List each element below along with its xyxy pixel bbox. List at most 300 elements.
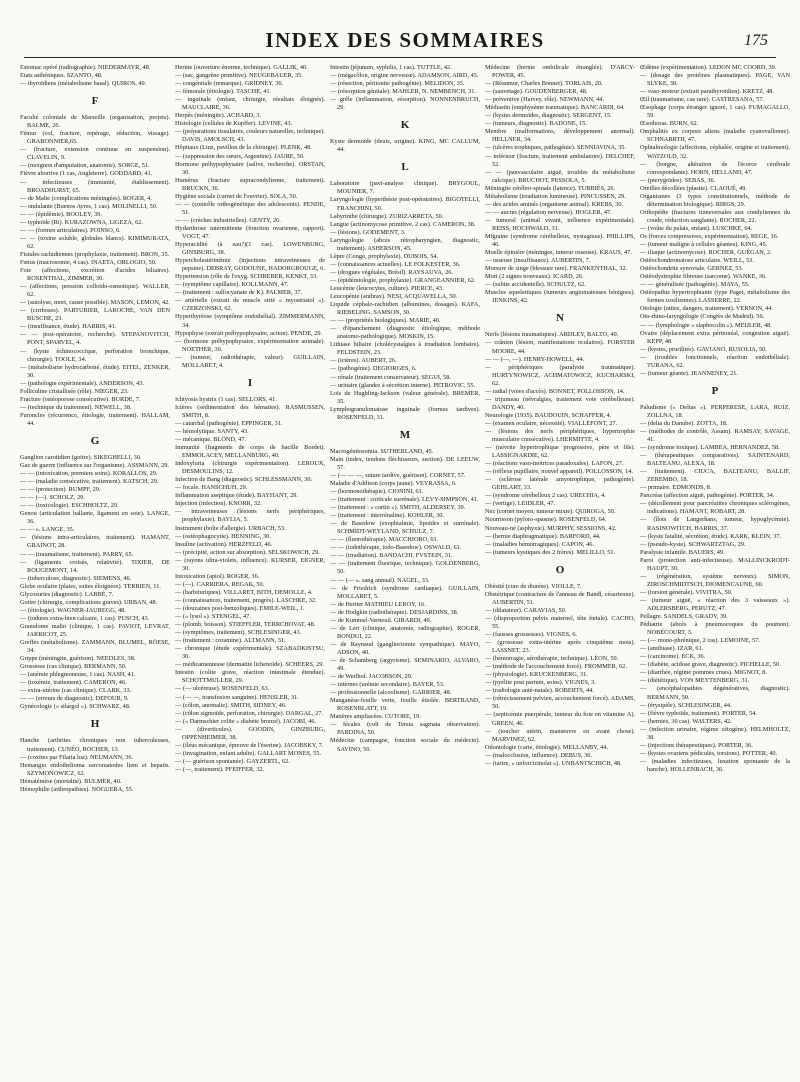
index-entry: — (fièvre typhoïde, traitement). PORTER, 54. [640,709,757,717]
index-entry: Manganèse-feuille verte, feuille étiolée. BERTRAND, ROSENBLATT, 19. [330,697,480,713]
index-entry: — (réflexe pupillaire, nouvel appareil). POLLOSSON, 14. [485,468,633,476]
index-entry: Intestin (colite grave, réaction intestinale étendue). SCHOTTMULLER, 29. [175,669,325,685]
index-entry: — (symptômes, traitement). SCHLESINGER, 43. [175,629,302,637]
index-entry: Œdème (expérimentation). LEDON MC COORD, 39. [640,64,777,71]
index-entry: Nerfs (lésions traumatiques). ARDLEY, BALTO, 49. [485,331,619,339]
index-entry: — (lésions intra-articulaires, traitement). HAMANT, GRAINOT, 28. [20,534,170,550]
index-entry: — (maladies hémorragiques). CAPON, 46. [485,540,594,548]
index-entry: — (iléus mécanique, épreuve de l'éserine). JACOBSKY, 7. [175,741,324,749]
index-entry: — (kystes ovariens pédiculés, torsions). POTTER, 40. [640,749,778,757]
index-entry: — (érysipèle). SCHLESINGER, 44. [640,701,732,709]
index-entry: Organismes (3 types constitutionnels, méthode de détermination biologique). RIRGS, 29. [640,192,790,208]
index-entry: Humérus (fracture supracondylienne, traitement). BRUCKN, 36. [175,176,325,192]
index-entry: Lithiase biliaire (cholécystalgies à irradiation lombaire). FELDSTEIN, 23. [330,341,480,357]
index-entry: Moelle épinière (méninges, tumeur osseuse). KRAUS, 47. [485,249,632,257]
index-entry: Médecine (hernie ombilicale étranglée). D'ARCY-POWER, 45. [485,64,635,80]
index-entry: — tumoral (animal vivant, influence expérimentale). REISS, HOCHWALD, 31. [485,216,635,232]
index-entry: — (plomb, boisson). STIEFFLER, TERRCHOVAT, 48. [175,621,316,629]
index-entry: — (toxémie, traitement). CAMERON, 46. [20,679,127,687]
index-entry: — (métabolisme hydrocarboné, étude). EITEL, ZENKER, 30. [20,363,170,379]
index-entry: — urinaire (glandes à sécrétion interne). PETROVIC, 55. [330,381,476,389]
section-letter: N [556,312,564,325]
index-entry: — (pyélite post partum, soins). VIGNES, 3. [485,679,596,687]
index-entry: — (—, traitement). PFEIFFER, 32. [175,765,265,773]
index-entry: — thyroïdiens (métabolisme basal). QUIROS, 49. [20,80,147,88]
index-entry: — — (maladie consécutive, traitement). KATSCH, 29. [20,478,159,486]
index-entry: — (sauvetage). GOUDENBERGER, 48. [485,88,588,96]
index-entry: — (— ulcéreuse). ROSENFELD, 63. [175,685,270,693]
index-entry: Liquide céphalo-rachidien (albumines, dosages). KAFA, RIEBELING, SAMSON, 30. [330,301,480,317]
index-entry: Hôpitaux (Linz, pavillon de la chirurgie). PLENK, 48. [175,144,312,152]
index-entry: — — (propriétés biologiques). MARIE, 40. [330,317,441,325]
index-entry: Hémophilie (arthropathies). NOGUERA, 55. [20,785,134,793]
index-entry: — (troubles fonctionnels, réaction endothéliale). TURANA, 62. [640,353,790,369]
index-entry: Ichtyosis hystrix (1 cas). SELLORS, 41. [175,395,277,403]
index-entry: — mécanique. BLOND, 47. [175,436,246,444]
index-entry: Insuline (activation). HERZFELD, 46. [175,540,273,548]
index-entry: — trijumeau (névralgies, traitement voie cérébelleuse). DANDY, 40. [485,395,635,411]
index-entry: — artérielle (extrait de muscle strié « myostriatol »). CZERZONSKI, 62. [175,297,325,313]
index-entry: Oreilles décollées (plastie). CLAOUÉ, 49. [640,184,747,192]
index-entry: — (traitement : « cortin »). SMITH, ALDERSEY, 39. [330,504,466,512]
index-entry: — (autolyse, mort, cause possible). MASON, LEMON, 42. [20,299,170,307]
index-entry: — (ligaments croisés, relativité). TIXIER, DE ROUGEMONT, 14. [20,558,170,574]
index-entry: — — (fluorothérapie). MACCHIORO, 61. [330,536,439,544]
section-letter: H [90,718,100,731]
index-entry: — (kystes, prurilités). GAVIANO, RUSOLIA, 50. [640,345,767,353]
index-entry: — (technique du traitement). NEWELL, 38. [20,403,132,411]
index-entry: — (coxites par Filaria loa). NEUMANN, 36. [20,753,134,761]
index-entry: — (— mono-phrénique, 2 cas). LEMOINE, 57. [640,637,760,645]
index-entry: — de Schamberg (argyrisme). SEMINARIO, ALVARO, 49. [330,657,480,673]
index-entry: — (traitement : sulfocyanate de K). PALMER, 37. [175,289,303,297]
index-entry: — infectieuses (immunité, établissement). BROADHURST, 65. [20,178,170,194]
index-entry: — (ostéophagocytie). HENNING, 30. [175,532,271,540]
header-rule [24,57,776,58]
index-entry: — (carcinome). ECK, 36. [640,653,706,661]
index-entry: Grippe (méningite, guérison). NEEDLES, 38. [20,655,136,663]
index-entry: — — (crèches industrielles). GENTY, 26. [175,216,281,224]
index-entry: — — (toxicologie). ESCHHOLTZ, 29. [20,502,119,510]
index-entry: — (pseudo-kyste). SCHWARTZTAG, 29. [640,540,746,548]
index-entry: — (tumeur géante). JEANNENEY, 21. [640,369,738,377]
index-entry: — (tumeur, radiothérapie, valeur). GUILLAIN, MOLLARET, 4. [175,353,325,369]
section-letter: L [401,161,409,174]
index-entry: Nez (cornet moyen, tumeur mixte). QUIROGA, 50. [485,508,616,516]
index-entry: Intoxication (apiol). ROGER, 36. [175,572,260,580]
index-entry: — (hormonothérapie). CIONINI, 61. [330,488,424,496]
index-entry: — (suppression des sœurs, Argentine). JAURE, 50. [175,152,305,160]
index-entry: — congénitale (remarque). GRIDNEY, 36. [175,80,284,88]
page-number: 175 [744,32,768,49]
index-entry: — — (—). SCHOLZ, 29. [20,494,85,502]
index-entry: — grêle (inflammation, résorption). NONNENBRUCH, 29. [330,96,480,112]
index-entry: Paralysie infantile. BAUERS, 49. [640,548,725,556]
index-entry: — iliaque (actinomycose). ROCHER, GUÉGAN, 2. [640,249,772,257]
index-entry: — internes (urémie secondaire). BAYER, 53. [330,681,445,689]
index-entry: Fœtus (macrosomie, 4 cas). INAETA, ORLOGIO, 50. [20,258,157,266]
index-column [485,64,635,1074]
index-columns [20,64,790,1074]
index-entry: — professionnelle (alcoolisme). GARRIER, 48. [330,689,452,697]
index-entry: Genou (articulation ballante, ligament en soie). LANGE, 36. [20,510,170,526]
index-entry: — (disproportion pelvis maternel, tête fœtale). CACHO, 55. [485,614,635,630]
index-entry: Hernie (ouverture énorme, technique). GALLIK, 40. [175,64,308,71]
index-entry: — (hémorragie, sérothérapie, technique). LÉON, 50. [485,655,619,663]
index-entry: — (pathogénie). DEGIORGES, 6. [330,365,417,373]
index-entry: Fémur (col, fracture, repérage, réduction, vissage). GRABONNIER,65. [20,130,170,146]
index-entry: Loïs de Hughling-Jackson (valeur générale). BREMER, 35. [330,389,480,405]
index-entry: Pellagre. SANDELS, GRADY, 39. [640,613,728,621]
index-entry: — (septicémie puerpérale, tumeur du foie en vitamine A). GREEN, 46. [485,711,635,727]
index-entry: — (voûte du palais, enfant). LUSCHKE, 64. [640,224,753,232]
index-entry: — (traitement : coramine). ALTMANN, 31. [175,637,286,645]
index-column [20,64,170,1074]
index-entry: Médiastin (emphysème traumatique). BANCARDI, 64. [485,104,625,112]
index-entry: — (sclérose latérale amyotrophique, pathogénie). GEHLART, 33. [485,476,635,492]
index-entry: Greffes (métabolisme). ZAMMANN, BLUMEL, RÖESE, 34. [20,639,170,655]
index-entry: — ondulante (Buenos Ayres, 1 cas). MOLINELLI, 50. [20,202,158,210]
section-letter: O [555,563,565,576]
index-entry: — (amibiase). IZAR, 61. [640,645,704,653]
index-entry: — de Léri (clinique, anatomie, radiographie). ROGER, BONDUI, 22. [330,624,480,640]
index-entry: — (— guérison spontanée). GAYZERTL, 62. [175,757,290,765]
index-entry: — crânien (lésion, manifestations oculaires). FORSTER MOORE, 44. [485,339,635,355]
index-entry: Nouveau-né (asphyxie). MURPHY, SESSIONS, 42. [485,524,617,532]
index-entry: — de Friedrich (syndrome cardiaque). GUILLAIN, MOLLARET, 5. [330,584,480,600]
index-entry: Membre (malformations, développement anormal). HELLNER, 34. [485,128,635,144]
index-entry: — (épidémiologie, prophylaxie). GRANGEANNIER, 62. [330,276,476,284]
index-entry: — (diététique). VON MEYTENBERG, 31. [640,677,750,685]
index-entry: Paludisme (« Deltas »). PERPERESE, LARA, RUIZ, ZOLLNA, 18. [640,403,790,419]
index-entry: — (infection urinaire, régime cétogène). HELMHOLTZ, 38. [640,725,790,741]
index-entry: — inférieur (fracture, traitement ambulatoire). DELCHEF, 52. [485,152,635,168]
index-entry: — (pterygoïdes). SEBAS, 36. [640,176,716,184]
index-entry: — (barbituriques). VILLARET, BITH, DEMOLLE, 4. [175,588,313,596]
index-entry: — (ulcères trophiques, pathogénie). SENNIAVINA, 35. [485,144,627,152]
index-entry: Oto-rhino-laryngologie (Congrès de Madrid). 56. [640,313,765,321]
index-entry: — (kyste échinococcique, perforation bronchique, chirurgie). TOOLE, 34. [20,347,170,363]
index-entry: — (côlon, anomalie). SMITH, SIDNEY, 46. [175,701,287,709]
index-entry: Morsure de singe (blessure rare). FRANKENTHAL, 32. [485,265,628,273]
index-entry: — médicamenteuse (dermatite lichenoïde). SCHEERS, 29. [175,661,324,669]
section-letter: P [711,384,719,397]
index-entry: — (fracture, extension continue en suspension). CLAVELIN, 9. [20,146,170,162]
section-letter: M [399,428,411,441]
index-entry: — (encéphalopathies dégénératives, diagnostic). BERMANN, 50. [640,685,790,701]
index-entry: Globe oculaire (plaies, suites éloignées). TERRIEN, 11. [20,582,161,590]
index-entry: — (drogues végétales, Brésil). RAYSAUVA, 26. [330,268,453,276]
index-entry: — (— — —, suture tardive, guérison). CORNET, 57. [330,471,466,479]
index-entry: — (iodures extra-bien calcaire, 1 cas). PUSCH, 43. [20,614,150,622]
index-entry: — des acides aminés (organisme animal). KREBS, 30. [485,200,624,208]
index-entry: — catarrhal (pathogénie). EPPINGER, 31. [175,419,283,427]
index-entry: Ostéopathie hypertrophiante (type Paget, métabolisme des formes toxiliennes). LASSERRE, 22. [640,289,790,305]
index-entry: Infection de Bang (diagnostic). SCHLESSMANN, 30. [175,476,313,484]
index-entry: — focale. HANSCHUH, 29. [175,484,248,492]
index-entry: Kyste dermoïde (deuts, origine). KING, MC CALLUM, 44. [330,138,480,154]
index-entry: Grossesse (cas clinique). BERMANN, 50. [20,663,127,671]
index-entry: — (tumeur maligne à cellules géantes). KING, 45. [640,241,768,249]
index-entry: — intraveineuses (lésions nerfs périphériques, prophylaxie). BAYLIA, 5. [175,508,325,524]
index-entry: Herpès (méningite). ACHARD, 3. [175,112,262,120]
index-entry: — (radiologie anté-natale). ROBERTS, 44. [485,687,594,695]
index-entry: — (anémie phlegmoneuse, 1 cas). NASH, 41. [20,671,136,679]
index-entry: — de Hodgkin (radiothérapie). DESJARDINS, 38. [330,608,459,616]
index-column [640,64,790,1074]
index-entry: Injection (infection). KNORR, 32. [175,500,262,508]
index-entry: Hydarthrose intermittente (fonction ovarienne, rapport). VOGT, 47. [175,224,325,240]
index-entry: — — (traitement fluorique, technique). GOLDENBERG, 50. [330,560,480,576]
section-letter: K [400,119,410,132]
index-entry: Obstétrique (contracture de l'anneau de Bandl, césarienne). AUBERTIN, 51. [485,590,635,606]
index-entry: — d'épanchement (diagnostic étiologique, méthode anatomo-pathologique). MOSKIN, 15. [330,325,480,341]
index-entry: — radial (voies d'accès). BONNET, POLLOSSON, 14. [485,387,625,395]
index-column [175,64,325,1074]
index-entry: — — aucres (régulation nerveuse). HOGLER, 47. [485,208,612,216]
index-entry: — (« lysol »). STENGEL, 47. [175,613,251,621]
index-entry: — fécales (coli de Tersia sagmata observation). PARDINA, 50. [330,721,480,737]
index-entry: Leucopénie (anthrax). NESI, ACQUAVELLA, 50. [330,293,458,301]
section-letter: I [247,376,253,389]
index-entry: — (connaissances, traitement, progrès). LASCHKE, 32. [175,596,317,604]
index-entry: — (cirrhoses). PARTURIER, LAROCHE, VAN DEN BUSCHE, 23. [20,307,170,323]
index-entry: — de Malte (complications méningées). ROGER, 4. [20,194,153,202]
index-entry: Migraine (syndrome cérébelleux, nystagmus). PHILLIPS, 46. [485,232,635,249]
index-entry: — — (protection). RUMPF, 29. [20,486,101,494]
index-entry: — (tumeur aiguë, « réaction des 3 vaisseaux »). ADLERSBERG, PERUTZ, 47. [640,596,790,612]
index-entry: Histologie (cellules de Kupffer). LEVINE, 43. [175,120,293,128]
index-entry: — (méthode de l'accouchement forcé). FROMMER, 62. [485,663,627,671]
index-entry: — (réactions vaso-motrices paradoxales). LAFON, 27. [485,460,624,468]
index-entry: — — (lymphologie « slaphocolin »). MEIJLER, 48. [640,321,772,329]
index-entry: Granulome malin (clinique, 1 cas). PAVIOT, LEVRAT, JARRICOT, 25. [20,622,170,638]
index-entry: — (douzaines post-benzoliques). EMILE-WEIL, 1. [175,605,305,612]
index-entry: — (examen oculaire, nécessité). VIALLEFONT, 27. [485,419,618,427]
index-entry: — — généralisée (pathogénie). MAYA, 55. [640,281,750,289]
index-entry: — (hernie diaphragmatique). BARFORD, 44. [485,532,601,540]
index-entry: — (lésions). GODEMENT, 3. [330,228,406,236]
page-header [20,26,790,64]
index-entry: — — (toxine soluble, globules blancs). KIMIMURATA, 62. [20,234,170,250]
index-entry: Muscles squelettiques (tumeurs angiomateuses bénignes). JENKINS, 42. [485,289,635,305]
index-entry: — (syndrome cérébelleux 2 cas). URECHIA, 4. [485,492,606,500]
index-entry: — (subite accidentelle). SCHULTZ, 62. [485,281,586,289]
index-entry: — (mégacôlon, origine nerveuse). ADAMSON, AIRD, 45. [330,72,479,80]
section-letter: F [91,95,99,108]
index-entry: — de Hertter MATHIEU LEROY, 16. [330,600,426,608]
index-entry: Otologie (otites, dangers, traitement). VERNON, 44. [640,305,774,313]
index-entry: — (toucher utérin, manœuvre en avant chose). MARVINEZ, 62. [485,727,635,743]
index-entry: Inflammation aseptique (étude). BAYHANT, 29. [175,492,298,500]
index-entry: — — (contrôle orthogénétique des adolescents). PENDE, 51. [175,200,325,216]
index-entry: Hyperacidité (à eau?)(1 cas). LOWENBURG, GINSBURG, 38. [175,241,325,257]
index-entry: — — (irradiation). BANDACHI, FVSTEIN, 31. [330,552,453,560]
index-entry: — — (traumatisme, traitement). PARRY, 65. [20,550,134,558]
index-entry: — (décollement pour pancréatites chroniques sclérogènes, indications). HAMANT, ROBART, 28. [640,500,790,516]
index-entry: Main (index, tendons fléchisseurs, section). DE LEEUW, 57. [330,455,480,471]
index-entry: Glycosuries (diagnostic). LABBÉ, 7. [20,590,114,598]
index-entry: Labyrinthe (chirurgie). ZURIZARRETA, 50. [330,212,444,220]
index-entry: — de Basedow (exophtalmie, lipoïdes et surrénale). SCHMIDT-WEYLAND, SCHULZ, 7. [330,520,480,536]
index-entry: — (moignon d'amputation, anatomie). SORGE, 51. [20,162,150,170]
index-entry: Ostéochondrite synoviale. GERNEZ, 53. [640,265,744,273]
index-entry: — typhoïde (Ri). KURAZOWNA, LIGEZA, 62. [20,218,143,226]
index-entry: Œsophage (corps étranger ignoré, 1 cas). FUMAGALLO, 59. [640,104,790,120]
index-entry: Hemangio endothelioma sarcomatodes lieni et hepatis. SZYMONOWICZ, 62. [20,761,170,777]
index-entry: Obésité (cure de diurèse). VIOLLE, 7. [485,582,582,590]
index-entry: — — ». LANGE, 35. [20,526,75,534]
index-entry: Estomac opéré (radiographie). NIEDERMAYR, 48. [20,64,151,71]
index-entry: — inguinale (enfant, chirurgie, résultats éloignés). MAUCLAIRE, 36. [175,96,325,112]
index-entry: — (— —, transfusion sanguine). HENSLER, 31. [175,693,299,701]
index-entry: — (résection, péritonite pathogénie). MELIDON, 35. [330,80,465,88]
index-entry: Œil (traumatisme, cas rare). CASTRESANA, 57. [640,96,764,104]
index-entry: Macrogénitosomia. SUTHERLAND, 45. [330,447,434,455]
index-entry: Odontologie (carie, étiologie). MELLANBY, 44. [485,743,608,751]
index-entry: Furoncles (récurrence, étiologie, traitement). HALLAM, 44. [20,411,170,427]
index-entry: Médecine (campagne, fonction sociale du médecin). SAVINO, 50. [330,737,480,753]
index-entry: — (Réaumur, Charles Bonnet). TORLAIS, 20. [485,80,603,88]
page-title: INDEX DES SOMMAIRES [265,28,545,52]
index-entry: — (connaissances actuelles). LE FOLKESTER, 36. [330,260,461,268]
index-entry: Intestin (jéjunum, syphilis, 1 cas). TUTTLE, 42. [330,64,452,71]
index-entry: Hypercholestérinémie (injections intraveineuses de pepsine). DEBRAY, GODOUNE, HADORGROUGE, 6. [175,257,325,273]
index-entry: Pancréas (affection aiguë, pathogénie). PORTER, 34. [640,492,775,500]
index-entry: — — (panvasculaire aiguë, troubles du métabolisme calcique). BRUCHOT, PESSOLA, 5. [485,168,635,184]
index-entry: Maladie d'Addison (corps jaune). VEYRASSA, 6. [330,479,457,487]
index-entry: — — (iodothérapie, iodo-Basedow). OSWALD, 61. [330,544,462,552]
index-entry: — (précipité, action sur absorption). SELSKOWICH, 29. [175,548,320,556]
index-entry: Laboratoire (pavi-analyse clinique). BRYGOUL, MOUNIER, 7. [330,180,480,196]
index-entry: — (rétrécissement pelvien, accouchement forcé). ADAMS, 50. [485,695,635,711]
index-entry: — (maladies infectieuses, luxation spontanée de la hanche). HOLLENBACH, 36. [640,757,790,773]
index-entry: — (méthodes de contrôle, Assam). RAMSAY, SAVAGE, 41. [640,427,790,444]
index-entry: — (traitement). CIUCA, BALTEANU, BALLIF, ZEREMBO, 18. [640,468,790,484]
index-entry: Indoxyluria (chirurgie expérimentation). LEROUX, DESMOULINS, 12. [175,460,325,476]
index-entry: Ophtalmologie (affections, céphalée, origine et traitement). WATZOLD, 32. [640,144,790,160]
index-entry: — (tumeurs, diagnostic). BADONE, 15. [485,120,587,128]
index-entry: Lymphogranulomatose inguinale (formes tardives). ROSENFELD, 31. [330,405,480,421]
index-entry: Ovaire (déplacement extra péritonéal, congestion aiguë). KEPP, 48. [640,329,790,345]
index-entry: — — (épidémie). BOOLEY, 39. [20,210,102,218]
index-entry: Mort (2 signes nouveaux). ICARD, 26. [485,273,584,281]
index-entry: Laryngologie (abcès rétropharyngien, diagnostic, traitement). ASHERSON, 45. [330,236,480,252]
index-entry: Langue (actinomycose primitive, 2 cas). CAMERON, 38. [330,220,476,228]
index-entry: — de Raynaud (ganglioctomie sympathique). MAYO, ADSON, 40. [330,640,480,656]
index-entry: Fistules rachidiennes (prophylaxie, traitement). BRON, 35. [20,250,170,258]
index-entry: — (torsion générale). VIVITRA, 50. [640,588,733,596]
index-entry: — — post-opératoire, recherche). STEPANOVITCH, PONT, SPARVEL, 4. [20,331,170,347]
index-entry: — (hernies, 30 cas). WALTERS, 42. [640,717,732,725]
index-entry: — (affections, pression colloïdo-osmotique). WALLER, 62. [20,283,170,299]
index-entry: — (injections thérapeutiques). PORTER, 36. [640,741,753,749]
index-entry: — (résorption génitale). MAHLER, N. NEMBENCH, 31. [330,88,477,96]
index-entry: Fièvre abortive (1 cas, Angleterre). GODDARD, 41. [20,170,153,178]
index-entry: Matières ampliacées. CUTORE, 19. [330,713,421,721]
index-entry: — (traitement : interrénaline). KOHLER, 30. [330,512,445,520]
index-entry: Leucémie (leucocytes, culture). PIERCE, 43. [330,284,444,292]
index-entry: Goitre (chirurgie, complications graves). URBAN, 48. [20,598,158,606]
index-entry: Os (forces compressives, expérimentation). REGE, 16. [640,232,779,240]
index-entry: — (syndrome toxique). LAMBEA, HERNANDEZ, 58. [640,444,780,452]
index-entry: — — (— ». sang annual). NAGEL, 33. [330,576,430,584]
index-entry: Omphalitis ex corpore aliens (maladie cyanovallonne). SCHNARRTH, 47. [640,128,790,144]
index-entry: — (régénération, système nerveux). SIMON, ZIROSCHMIDTSCH, DIOMENCAUNE, 60. [640,572,790,588]
index-entry: — (thérapeutiques comparatives). SAINTENARD, BALTEANU, ALEXA, 18. [640,452,790,468]
index-entry: — (lésions des nerfs périphériques, hypertrophie musculaire consécutive). LHERMITTE, 4. [485,427,635,444]
index-entry: — (« Darmschier colite » diabète bronzé). JACOBI, 46. [175,717,317,725]
index-entry: Pédiatrie (abcès à pneumocoques du poumon). NOBÉCOURT, 3. [640,621,790,637]
index-entry: — préventive (Harvey, rôle). NEWMANN, 44. [485,96,605,104]
index-entry: Paroi (protection anti-infectieuse). MALLINCKRODT-HAUPT, 30. [640,556,790,572]
index-entry: — (fausses grossesses). VIGNES, 6. [485,631,578,638]
index-entry: Ganglion carotidien (goitre). SIKEGHELLI, 30. [20,453,142,461]
index-entry: — osseuse (insuffisance). AUBERTIN, 7. [485,257,591,265]
section-letter: G [90,434,100,447]
index-entry: Ostéochondromatose articulaire. WEILL, 53. [640,257,754,265]
index-entry: — (tumeurs kystiques des 2 frères). MELILLO, 51. [485,548,616,556]
index-entry: — (îlots de Langerhans, tumeur, hypoglycémie). RASINOWITCH, HARRIS, 37. [640,516,790,532]
index-entry: Folliculine cristallisée (rôle). NIEGER, 23. [20,387,129,395]
index-entry: Méningite cérébro-spinale (latence). TUBBIÈS, 26. [485,184,616,192]
index-entry: — chronique (étude expérimentale). SZABADKISTSU, 30. [175,645,325,661]
index-entry: — (tuberculose, diagnostic). SIEMENS, 46. [20,574,132,582]
index-entry: — — (—, —). HENRY-HOWELL, 44. [485,355,585,363]
index-entry: — (diverticules). GOODIN, GINZBURG, OPPENHEIMER, 38. [175,725,325,741]
index-entry: Neurologie (1935). BAUDOUIN, SCHAFFER, 4. [485,411,612,419]
index-entry: — (tartre, « unforcizinolat »). UNBANTSCHICH, 48. [485,759,622,767]
index-entry: — rénale (traitement conservateur). SEGUI, 58. [330,373,451,381]
index-entry: Hypophyse (extrait préhypophysaire, action). PENDE, 29. [175,329,323,337]
index-entry: — fémorale (étiologie). TASCHE, 41. [175,88,272,96]
index-entry: — — (erreurs de diagnostic). DEFOUR, 9. [20,695,129,703]
index-entry: — périphériques (paralysie traumatique). HURTYNOWICZ, ACHMATOWICZ, KUCHARSKI, 62. [485,363,635,387]
index-entry: Hypertension (rôle de l'oxyg. SCHREBER, KENKT, 33. [175,273,318,281]
index-entry: Foie (affections, excrétion d'acides biliaires). ROSENTHAL, ZIMMER, 30. [20,267,170,283]
index-entry: — (dosage des protéines plasmatiques). PAGE, VAN SLYKE, 38. [640,72,790,88]
index-entry: — (diabète, acidose grave, diagnostic). PICHELLE, 50. [640,661,781,669]
index-entry: — (rayons ultra-violets, influence). KURSER, EIGNER, 30. [175,556,325,572]
index-entry: — (hormone préhypophysaire, expérimentation animale). NOETHER, 30. [175,337,325,353]
index-column [330,64,480,1074]
index-entry: — (kyste fatalité, sécrétion, étude). KARK, KLEIN, 37. [640,532,782,540]
index-entry: Gaz de guerre (influence sur l'organisme). ASSMANN, 29. [20,462,169,470]
index-entry: — (physiologie). KRUCKENBERG, 31. [485,671,588,679]
index-entry: — (delta du Danube). ZOTTA, 18. [640,419,728,427]
index-entry: Gynécologie (« silargol »). SCHWARZ, 48. [20,703,131,711]
index-entry: Hématémèse (mortalité). BULMER, 40. [20,777,122,785]
index-entry: — — (formes articulaires). POINSO, 6. [20,226,121,234]
index-entry: — (côlon sigmoïde, perforation, chirurgie). DARGAL, 27. [175,709,324,717]
index-entry: — (borgne, altération de l'écorce cérébrale correspondante). HORN, HELLAND, 47. [640,160,790,176]
index-entry: Faculté coloniale de Marseille (organisation, projets). BALME, 26. [20,114,170,130]
index-entry: Hormone préhypophysaire (salive, recherche). ORSTAN, 30. [175,160,325,176]
index-entry: Ostéodystrophie fibreuse (sarcome). WANKE, 36. [640,273,767,281]
index-entry: Hygiène sociale (carnet de l'ouvrier). SOLA, 50. [175,192,298,200]
index-entry: — (ictères). AUBERT, 26. [330,357,397,365]
index-entry: — de Werlhof. JACOBSON, 29. [330,673,413,681]
index-entry: Immunité (fragments de corps de bacille Bordet). EMMOLACEY, MELLANBURG, 40. [175,444,325,460]
index-entry: Œsothoras. BURN, 62. [640,120,699,128]
index-entry: Instrument (boîte d'allergie). URBACH, 53. [175,524,286,532]
index-entry: — (kystes dermoïdes, diagnostic). SERGENT, 15. [485,112,612,120]
index-entry: — (traitement : corticale surrénale). LEVY-SIMPSON, 41. [330,496,479,504]
index-entry: Hanche (arthrites chroniques non tuberculeuses, traitement). CUNÉO, ROCHER, 13. [20,737,170,753]
index-entry: Orthopédie (fractures transversales aux condyliennes du coude, réduction sanglante). ROCHER, 22. [640,208,790,224]
index-entry: — (—). CARRIERA, REGAK, 50. [175,580,265,588]
index-entry: Lèpre (Congo, prophylaxie). DUBOIS, 54. [330,252,439,260]
